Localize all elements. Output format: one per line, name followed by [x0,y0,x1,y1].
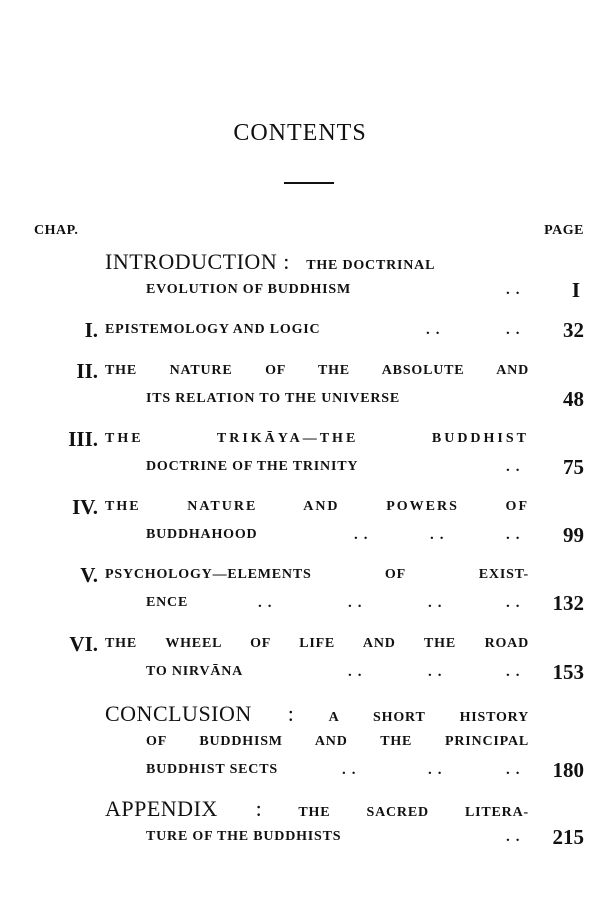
toc-entry-line: EVOLUTION OF BUDDHISM [146,282,352,297]
toc-entry-chapter [0,357,600,413]
dot-leader: .. [506,459,526,475]
toc-entry-conclusion [0,700,600,784]
page-number: I [571,278,580,302]
toc-entry-appendix [0,795,600,851]
toc-entry-chapter [0,493,600,549]
dot-leader: .. [348,595,368,611]
toc-entry-line: ENCE [146,595,189,610]
toc-entry-lead: APPENDIX : [105,796,263,821]
page-title: CONTENTS [233,120,367,146]
dot-leader: .. [506,322,526,338]
toc-entry-introduction [0,248,600,304]
toc-entry-line: THE DOCTRINAL [306,258,436,273]
dot-leader: .. [506,829,526,845]
dot-leader: .. [506,664,526,680]
page-number: 48 [563,387,584,411]
dot-leader: .. [348,664,368,680]
page-column-header: PAGE [544,223,584,238]
toc-entry-chapter [0,561,600,617]
dot-leader: .. [506,527,526,543]
toc-entry-lead: CONCLUSION : [105,701,295,726]
toc-entry-line: THE NATURE AND POWERS OF [105,499,529,514]
dot-leader: .. [426,322,446,338]
dot-leader: .. [258,595,278,611]
dot-leader: .. [342,762,362,778]
page-number: 99 [563,523,584,547]
page-number: 215 [552,825,584,849]
chapter-number: V. [80,563,98,587]
page-number: 132 [552,591,584,615]
chapter-number: I. [84,318,98,342]
toc-entry-line: THE WHEEL OF LIFE AND THE ROAD [105,636,529,651]
toc-entry-chapter [0,630,600,686]
chap-column-header: CHAP. [34,223,79,238]
dot-leader: .. [506,762,526,778]
chapter-number: IV. [72,495,98,519]
toc-entry-line: BUDDHIST SECTS [146,762,278,777]
toc-entry-line: A SHORT HISTORY [328,710,530,725]
toc-entry-line: PSYCHOLOGY—ELEMENTS OF EXIST- [105,567,529,582]
page-number: 153 [552,660,584,684]
toc-entry-line: TO NIRVĀNA [146,664,244,679]
toc-entry-line: THE TRIKĀYA—THE BUDDHIST [105,431,529,446]
dot-leader: .. [506,595,526,611]
dot-leader: .. [428,664,448,680]
toc-entry-lead: INTRODUCTION : [105,249,290,274]
chapter-number: II. [76,359,98,383]
dot-leader: .. [428,595,448,611]
toc-entry-chapter [0,316,600,344]
page-number: 75 [563,455,584,479]
toc-entry-line: DOCTRINE OF THE TRINITY [146,459,359,474]
toc-entry-line: EPISTEMOLOGY AND LOGIC [105,322,321,337]
toc-entry-line: ITS RELATION TO THE UNIVERSE [146,391,401,406]
dot-leader: .. [428,762,448,778]
page-number: 32 [563,318,584,342]
toc-entry-line: BUDDHAHOOD [146,527,258,542]
dot-leader: .. [506,282,526,298]
chapter-number: VI. [69,632,98,656]
dot-leader: .. [430,527,450,543]
dot-leader: .. [354,527,374,543]
toc-entry-chapter [0,425,600,481]
toc-entry-line: THE SACRED LITERA- [298,805,529,820]
title-rule [284,182,334,184]
toc-entry-line: THE NATURE OF THE ABSOLUTE AND [105,363,529,378]
toc-entry-line: OF BUDDHISM AND THE PRINCIPAL [146,734,529,749]
chapter-number: III. [68,427,98,451]
page-number: 180 [552,758,584,782]
toc-entry-line: TURE OF THE BUDDHISTS [146,829,342,844]
